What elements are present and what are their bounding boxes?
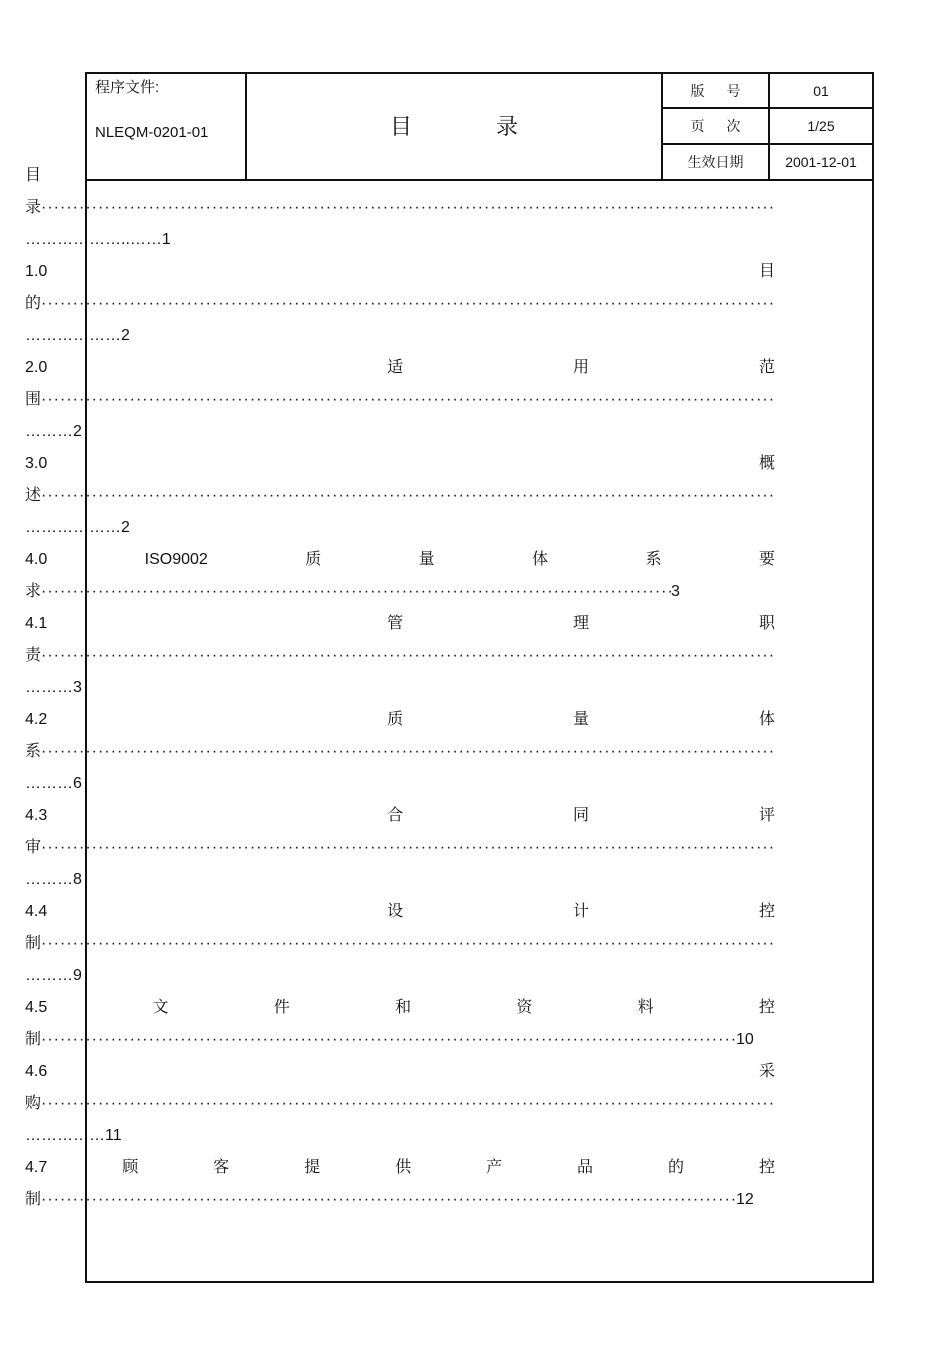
- toc-word: 要: [758, 551, 775, 568]
- toc-word: 适: [387, 359, 404, 376]
- toc-word: 顾: [122, 1159, 139, 1176]
- toc-entry-leader: [25, 480, 775, 512]
- toc-page-number: ………………2: [25, 327, 130, 344]
- toc-word: 3.0: [25, 455, 48, 472]
- toc-entry[interactable]: [25, 352, 775, 448]
- toc-word: 体: [532, 551, 549, 568]
- table-of-contents: [25, 160, 775, 1216]
- toc-word: 控: [758, 1159, 775, 1176]
- toc-page-number: 12: [736, 1191, 754, 1208]
- toc-word: 的: [25, 295, 42, 312]
- toc-page-number: ………2: [25, 423, 82, 440]
- toc-entry-tail: [25, 960, 775, 992]
- toc-word: 采: [758, 1063, 775, 1080]
- toc-entry-leader: [25, 288, 775, 320]
- toc-entry-leader: [25, 832, 775, 864]
- toc-page-number: ……………11: [25, 1127, 122, 1144]
- effective-date-value: 2001-12-01: [785, 154, 857, 170]
- toc-entry[interactable]: [25, 256, 775, 352]
- toc-entry-leader: [25, 1024, 775, 1056]
- page-title: 目录: [389, 114, 602, 139]
- toc-word: 目: [25, 167, 42, 184]
- toc-word: 4.4: [25, 903, 48, 920]
- toc-word: 的: [668, 1159, 685, 1176]
- toc-entry[interactable]: [25, 1056, 775, 1152]
- dot-leader: [41, 288, 775, 320]
- toc-page-number: ………9: [25, 967, 82, 984]
- toc-word: 合: [387, 807, 404, 824]
- toc-word: 提: [304, 1159, 321, 1176]
- toc-word: 系: [645, 551, 662, 568]
- toc-entry-heading: [25, 800, 775, 832]
- toc-word: 量: [573, 711, 590, 728]
- toc-word: 控: [758, 999, 775, 1016]
- dot-leader: [41, 192, 775, 224]
- toc-entry-tail: [25, 416, 775, 448]
- toc-word: 资: [516, 999, 533, 1016]
- toc-entry-heading: [25, 1056, 775, 1088]
- toc-word: 录: [25, 199, 42, 216]
- dot-leader: [41, 576, 671, 608]
- toc-word: 和: [395, 999, 412, 1016]
- document-code: NLEQM-0201-01: [95, 124, 209, 141]
- toc-entry[interactable]: [25, 160, 775, 256]
- toc-page-number: ………8: [25, 871, 82, 888]
- toc-word: 质: [305, 551, 322, 568]
- toc-word: 范: [758, 359, 775, 376]
- toc-entry-leader: [25, 640, 775, 672]
- toc-word: 目: [758, 263, 775, 280]
- toc-word: 购: [25, 1095, 42, 1112]
- toc-word: 用: [573, 359, 590, 376]
- toc-entry-heading: [25, 896, 775, 928]
- toc-entry[interactable]: [25, 800, 775, 896]
- toc-entry-heading: [25, 544, 775, 576]
- toc-word: 供: [395, 1159, 412, 1176]
- toc-word: 4.0: [25, 551, 48, 568]
- toc-word: 审: [25, 839, 42, 856]
- toc-word: 概: [758, 455, 775, 472]
- toc-entry-leader: [25, 928, 775, 960]
- toc-entry-tail: [25, 864, 775, 896]
- toc-word: ISO9002: [144, 551, 208, 568]
- toc-word: 文: [152, 999, 169, 1016]
- toc-word: 4.1: [25, 615, 48, 632]
- dot-leader: [41, 384, 775, 416]
- toc-entry-tail: [25, 768, 775, 800]
- toc-entry-heading: [25, 992, 775, 1024]
- toc-word: 4.5: [25, 999, 48, 1016]
- toc-word: 职: [758, 615, 775, 632]
- toc-entry[interactable]: [25, 896, 775, 992]
- toc-word: 品: [577, 1159, 594, 1176]
- toc-word: 围: [25, 391, 42, 408]
- toc-entry[interactable]: [25, 1152, 775, 1216]
- dot-leader: [41, 1088, 775, 1120]
- toc-entry[interactable]: [25, 544, 775, 608]
- toc-page-number: ………………2: [25, 519, 130, 536]
- dot-leader: [41, 736, 775, 768]
- toc-page-number: 10: [736, 1031, 754, 1048]
- dot-leader: [41, 1024, 736, 1056]
- toc-entry-tail: [25, 512, 775, 544]
- toc-entry-heading: [25, 1152, 775, 1184]
- version-value: 01: [813, 82, 829, 99]
- toc-word: 4.2: [25, 711, 48, 728]
- toc-word: 质: [387, 711, 404, 728]
- toc-word: 4.6: [25, 1063, 48, 1080]
- toc-word: 量: [418, 551, 435, 568]
- toc-entry[interactable]: [25, 992, 775, 1056]
- toc-page-number: 3: [671, 583, 680, 600]
- meta-values: [770, 74, 872, 179]
- toc-word: 理: [573, 615, 590, 632]
- toc-word: 料: [637, 999, 654, 1016]
- toc-entry-heading: [25, 704, 775, 736]
- toc-page-number: ………3: [25, 679, 82, 696]
- toc-entry-heading: [25, 608, 775, 640]
- toc-word: 求: [25, 583, 42, 600]
- toc-entry-leader: [25, 1088, 775, 1120]
- toc-word: 评: [758, 807, 775, 824]
- toc-word: 产: [486, 1159, 503, 1176]
- effective-date-label: 生效日期: [687, 154, 744, 170]
- toc-entry-leader: [25, 576, 775, 608]
- program-file-label: 程序文件:: [95, 79, 160, 96]
- toc-word: 制: [25, 935, 42, 952]
- toc-entry-heading: [25, 448, 775, 480]
- toc-entry-tail: [25, 1120, 775, 1152]
- toc-word: 述: [25, 487, 42, 504]
- toc-entry-leader: [25, 1184, 775, 1216]
- toc-entry-heading: [25, 160, 775, 192]
- toc-entry[interactable]: [25, 608, 775, 704]
- toc-entry-tail: [25, 672, 775, 704]
- toc-word: 制: [25, 1031, 42, 1048]
- toc-word: 系: [25, 743, 42, 760]
- dot-leader: [41, 640, 775, 672]
- toc-word: 4.3: [25, 807, 48, 824]
- toc-entry-leader: [25, 192, 775, 224]
- page-label: 页次: [690, 118, 763, 134]
- toc-word: 4.7: [25, 1159, 48, 1176]
- toc-word: 制: [25, 1191, 42, 1208]
- toc-entry-leader: [25, 384, 775, 416]
- toc-entry[interactable]: [25, 448, 775, 544]
- toc-page-number: ………6: [25, 775, 82, 792]
- version-label: 版号: [690, 82, 763, 99]
- toc-entry[interactable]: [25, 704, 775, 800]
- toc-word: 件: [273, 999, 290, 1016]
- toc-word: 设: [387, 903, 404, 920]
- toc-word: 同: [573, 807, 590, 824]
- toc-entry-heading: [25, 352, 775, 384]
- toc-word: 1.0: [25, 263, 48, 280]
- toc-page-number: ………………..……1: [25, 231, 171, 248]
- toc-word: 客: [213, 1159, 230, 1176]
- toc-word: 计: [573, 903, 590, 920]
- dot-leader: [41, 928, 775, 960]
- dot-leader: [41, 1184, 736, 1216]
- dot-leader: [41, 480, 775, 512]
- toc-word: 控: [758, 903, 775, 920]
- toc-word: 2.0: [25, 359, 48, 376]
- toc-entry-heading: [25, 256, 775, 288]
- toc-word: 体: [758, 711, 775, 728]
- toc-word: 管: [387, 615, 404, 632]
- toc-word: 责: [25, 647, 42, 664]
- dot-leader: [41, 832, 775, 864]
- page-value: 1/25: [807, 118, 835, 134]
- toc-entry-tail: [25, 224, 775, 256]
- toc-entry-leader: [25, 736, 775, 768]
- toc-entry-tail: [25, 320, 775, 352]
